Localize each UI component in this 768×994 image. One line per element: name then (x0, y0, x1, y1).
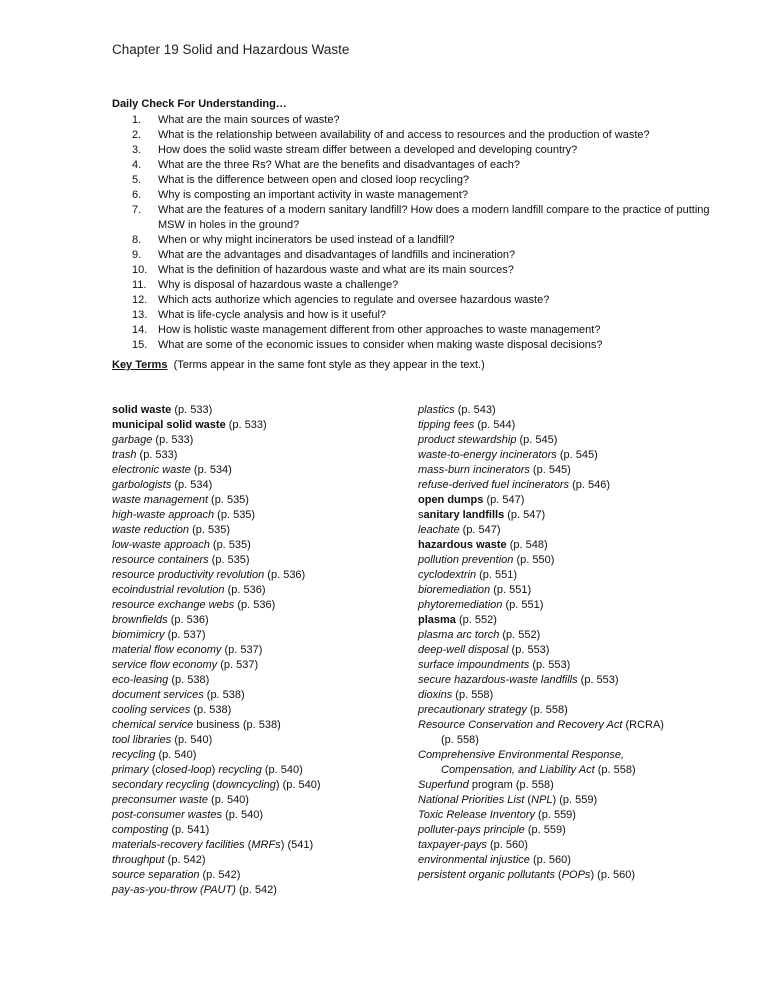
key-term: pay-as-you-throw (PAUT) (p. 542) (112, 884, 277, 896)
key-terms-left-column (112, 403, 402, 898)
key-term: document services (p. 538) (112, 689, 245, 701)
key-term: source separation (p. 542) (112, 869, 241, 881)
key-term: waste management (p. 535) (112, 494, 249, 506)
question-item: 12. Which acts authorize which agencies to regulate and oversee hazardous waste? (132, 294, 550, 306)
key-term: refuse-derived fuel incinerators (p. 546) (418, 479, 610, 491)
question-item: 6. Why is composting an important activity in waste management? (132, 189, 468, 201)
key-term: Toxic Release Inventory (p. 559) (418, 809, 576, 821)
key-term: chemical service business (p. 538) (112, 719, 281, 731)
question-item: 8. When or why might incinerators be used instead of a landfill? (132, 234, 455, 246)
key-term: precautionary strategy (p. 558) (418, 704, 568, 716)
key-term: surface impoundments (p. 553) (418, 659, 571, 671)
chapter-title: Chapter 19 Solid and Hazardous Waste (112, 42, 350, 57)
question-item: 2. What is the relationship between availability of and access to resources and the production of waste? (132, 129, 650, 141)
question-item: 7. What are the features of a modern sanitary landfill? How does a modern landfill compare to the practice of putting MSW in holes in the ground? (132, 204, 710, 231)
key-term: primary (closed-loop) recycling (p. 540) (112, 764, 303, 776)
question-item: 9. What are the advantages and disadvantages of landfills and incineration? (132, 249, 516, 261)
key-term: low-waste approach (p. 535) (112, 539, 251, 551)
key-term: plasma arc torch (p. 552) (418, 629, 541, 641)
question-item: 1. What are the main sources of waste? (132, 114, 340, 126)
key-term: cyclodextrin (p. 551) (418, 569, 518, 581)
key-term: National Priorities List (NPL) (p. 559) (418, 794, 598, 806)
key-term: waste-to-energy incinerators (p. 545) (418, 449, 598, 461)
key-term: municipal solid waste (p. 533) (112, 419, 267, 431)
key-term: taxpayer-pays (p. 560) (418, 839, 528, 851)
question-item: 3. How does the solid waste stream differ between a developed and developing country? (132, 144, 578, 156)
key-term: throughput (p. 542) (112, 854, 206, 866)
key-term: dioxins (p. 558) (418, 689, 494, 701)
key-term: secondary recycling (downcycling) (p. 540) (112, 779, 321, 791)
key-term: environmental injustice (p. 560) (418, 854, 571, 866)
key-term: Comprehensive Environmental Response, Compensation, and Liability Act (p. 558) (418, 749, 636, 776)
key-term: deep-well disposal (p. 553) (418, 644, 550, 656)
question-item: 13. What is life-cycle analysis and how is it useful? (132, 309, 387, 321)
key-terms-heading (112, 359, 485, 371)
question-item: 4. What are the three Rs? What are the benefits and disadvantages of each? (132, 159, 521, 171)
key-term: tool libraries (p. 540) (112, 734, 213, 746)
key-term: sanitary landfills (p. 547) (418, 509, 546, 521)
key-terms-right-column (418, 403, 718, 883)
key-term: pollution prevention (p. 550) (418, 554, 555, 566)
key-term: brownfields (p. 536) (112, 614, 209, 626)
key-term: trash (p. 533) (112, 449, 178, 461)
key-term: recycling (p. 540) (112, 749, 197, 761)
key-term: high-waste approach (p. 535) (112, 509, 256, 521)
question-item: 14. How is holistic waste management different from other approaches to waste management? (132, 324, 601, 336)
question-item: 10. What is the definition of hazardous waste and what are its main sources? (132, 264, 514, 276)
daily-check-title: Daily Check For Understanding… (112, 98, 287, 110)
key-term: eco-leasing (p. 538) (112, 674, 210, 686)
key-term: electronic waste (p. 534) (112, 464, 232, 476)
key-term: solid waste (p. 533) (112, 404, 213, 416)
key-term: ecoindustrial revolution (p. 536) (112, 584, 266, 596)
key-terms-note: (Terms appear in the same font style as they appear in the text.) (173, 359, 485, 371)
key-term: open dumps (p. 547) (418, 494, 525, 506)
key-term: garbage (p. 533) (112, 434, 194, 446)
key-term: plastics (p. 543) (418, 404, 496, 416)
key-term: preconsumer waste (p. 540) (112, 794, 249, 806)
question-item: 5. What is the difference between open and closed loop recycling? (132, 174, 470, 186)
key-term: garbologists (p. 534) (112, 479, 213, 491)
question-list (112, 113, 712, 353)
key-term: mass-burn incinerators (p. 545) (418, 464, 571, 476)
key-term: resource containers (p. 535) (112, 554, 250, 566)
key-term: plasma (p. 552) (418, 614, 497, 626)
question-item: 11. Why is disposal of hazardous waste a challenge? (132, 279, 399, 291)
key-term: persistent organic pollutants (POPs) (p. 560) (418, 869, 636, 881)
key-term: hazardous waste (p. 548) (418, 539, 548, 551)
question-item: 15. What are some of the economic issues to consider when making waste disposal decisions? (132, 339, 603, 351)
key-term: composting (p. 541) (112, 824, 210, 836)
key-term: Superfund program (p. 558) (418, 779, 554, 791)
key-term: materials-recovery facilities (MRFs) (541) (112, 839, 314, 851)
key-term: tipping fees (p. 544) (418, 419, 516, 431)
key-terms-label: Key Terms (112, 359, 168, 371)
key-term: product stewardship (p. 545) (418, 434, 558, 446)
key-term: bioremediation (p. 551) (418, 584, 532, 596)
key-term: resource productivity revolution (p. 536) (112, 569, 306, 581)
key-term: material flow economy (p. 537) (112, 644, 263, 656)
key-term: cooling services (p. 538) (112, 704, 232, 716)
key-term: post-consumer wastes (p. 540) (112, 809, 264, 821)
key-term: phytoremediation (p. 551) (418, 599, 544, 611)
key-term: service flow economy (p. 537) (112, 659, 259, 671)
key-term: Resource Conservation and Recovery Act (RCRA) (p. 558) (418, 719, 664, 746)
key-term: resource exchange webs (p. 536) (112, 599, 276, 611)
key-term: waste reduction (p. 535) (112, 524, 231, 536)
key-term: secure hazardous-waste landfills (p. 553) (418, 674, 619, 686)
key-term: leachate (p. 547) (418, 524, 501, 536)
key-term: biomimicry (p. 537) (112, 629, 206, 641)
key-term: polluter-pays principle (p. 559) (418, 824, 566, 836)
